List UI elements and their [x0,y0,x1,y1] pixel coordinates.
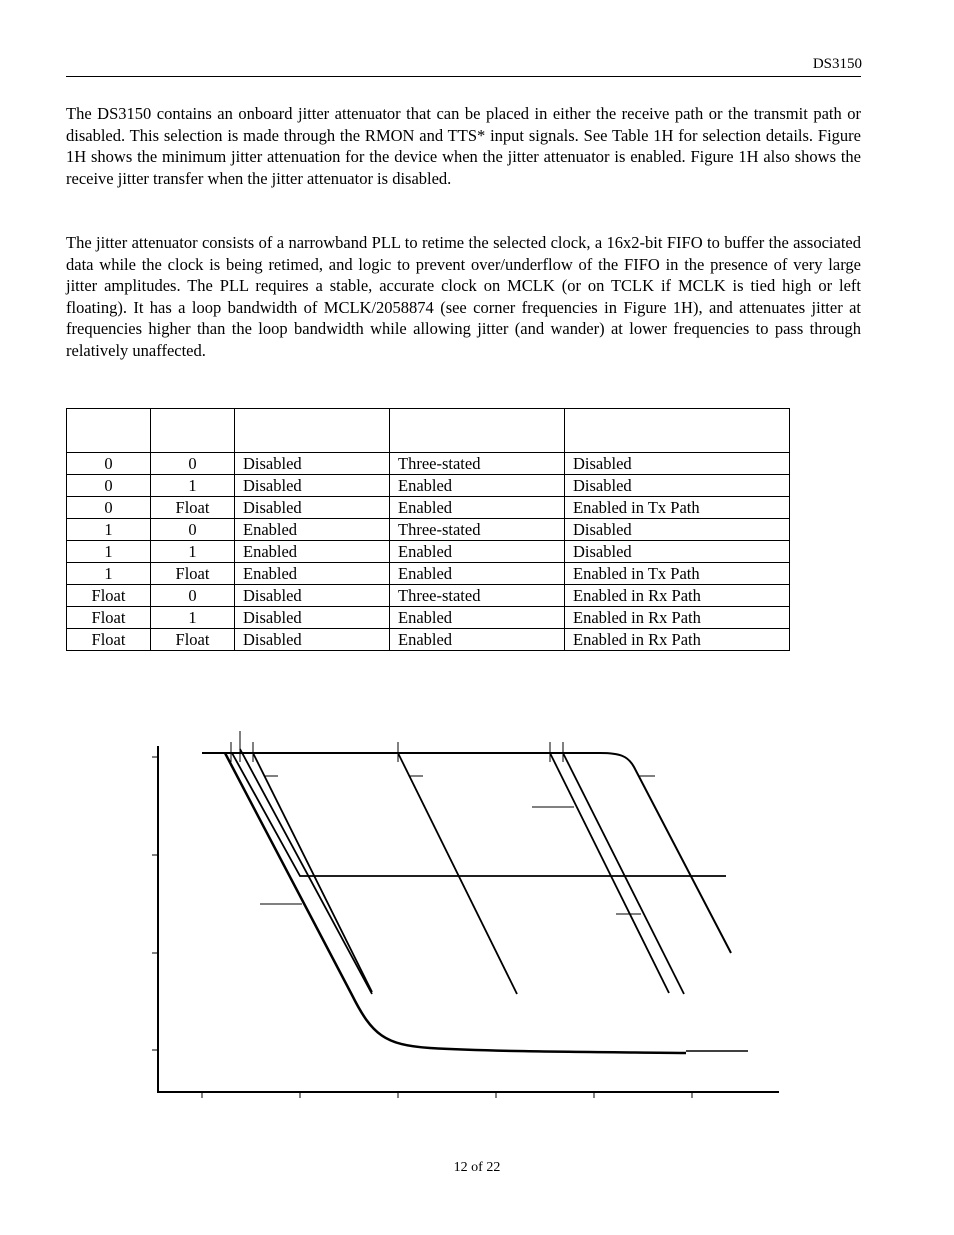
paragraph-pll-description: The jitter attenuator consists of a narrowband PLL to retime the selected clock, a 16x2-bit FIFO to buffer the associated data while the clock is being retimed, and logic to prevent over/underflow of the FIFO in the presence of very large jitter amplitudes. The PLL requires a stable, accurate clock on MCLK (or on TCLK if MCLK is tied high or left floating). It has a loop bandwidth of MCLK/2058874 (see corner frequencies in Figure 1H), and attenuates jitter at frequencies higher than the loop bandwidth while allowing jitter (and wander) at lower frequencies to pass through relatively unaffected. [66,233,861,360]
curve-receive-transfer [202,753,731,953]
table-row [67,541,790,563]
jitter-mode-table [66,408,790,651]
table-cell: 1 [67,541,151,563]
table-cell: Disabled [565,453,790,475]
table-cell: Disabled [235,453,390,475]
table-row [67,475,790,497]
table-row [67,607,790,629]
table-cell: Enabled in Tx Path [565,563,790,585]
table-cell: 0 [67,475,151,497]
page-number: 12 of 22 [453,1160,501,1175]
table-cell: Disabled [235,585,390,607]
table-header-row [67,409,790,453]
table-cell: Enabled [390,629,565,651]
curve-line [398,753,517,994]
table-header-cell [235,409,390,453]
table-cell: Float [67,607,151,629]
table-cell: Three-stated [390,453,565,475]
table-cell: Float [151,629,235,651]
curve-line [550,753,669,993]
table-cell: Disabled [235,475,390,497]
table-cell: Disabled [565,519,790,541]
table-row [67,629,790,651]
table-cell: Enabled in Tx Path [565,497,790,519]
table-cell: Enabled in Rx Path [565,585,790,607]
curve-line [253,753,372,992]
paragraph-intro: The DS3150 contains an onboard jitter attenuator that can be placed in either the receive path or the transmit path or disabled. This selection is made through the RMON and TTS* input signals. See Table 1H for selection details. Figure 1H shows the minimum jitter attenuation for the device when the jitter attenuator is enabled. Figure 1H also shows the receive jitter transfer when the jitter attenuator is disabled. [66,104,861,188]
table-row [67,453,790,475]
table-cell: Float [151,563,235,585]
table-header-cell [390,409,565,453]
table-cell: 1 [151,541,235,563]
table-cell: Enabled [390,475,565,497]
table-cell: Enabled [235,519,390,541]
table-cell: 0 [67,453,151,475]
table-cell: Float [151,497,235,519]
table-cell: 1 [151,607,235,629]
table-cell: Enabled in Rx Path [565,607,790,629]
table-cell: Disabled [235,607,390,629]
curve-line [240,749,372,994]
table-cell: Enabled [390,563,565,585]
table-header-cell [67,409,151,453]
table-cell: Enabled [390,497,565,519]
table-cell: 0 [151,585,235,607]
header-rule [66,76,861,77]
curve-line [563,753,684,994]
curve-plateau [232,753,726,876]
table-cell: Float [67,585,151,607]
table-cell: Enabled [235,563,390,585]
table-cell: Float [67,629,151,651]
table-cell: Disabled [565,541,790,563]
table-cell: 1 [151,475,235,497]
table-cell: 0 [67,497,151,519]
table-cell: Disabled [235,629,390,651]
curve-minimum-attenuation [225,753,686,1053]
table-row [67,519,790,541]
curve-line [253,749,372,994]
table-cell: Disabled [235,497,390,519]
table-cell: 1 [67,519,151,541]
table-row [67,497,790,519]
table-cell: Enabled [235,541,390,563]
table-cell: 1 [67,563,151,585]
table-row [67,563,790,585]
table-cell: Enabled [390,607,565,629]
table-cell: Three-stated [390,585,565,607]
table-header-cell [565,409,790,453]
table-row [67,585,790,607]
table-cell: 0 [151,453,235,475]
table-cell: Enabled [390,541,565,563]
table-cell: Three-stated [390,519,565,541]
table-cell: 0 [151,519,235,541]
table-cell: Disabled [565,475,790,497]
table-cell: Enabled in Rx Path [565,629,790,651]
table-header-cell [151,409,235,453]
document-id: DS3150 [812,56,862,72]
